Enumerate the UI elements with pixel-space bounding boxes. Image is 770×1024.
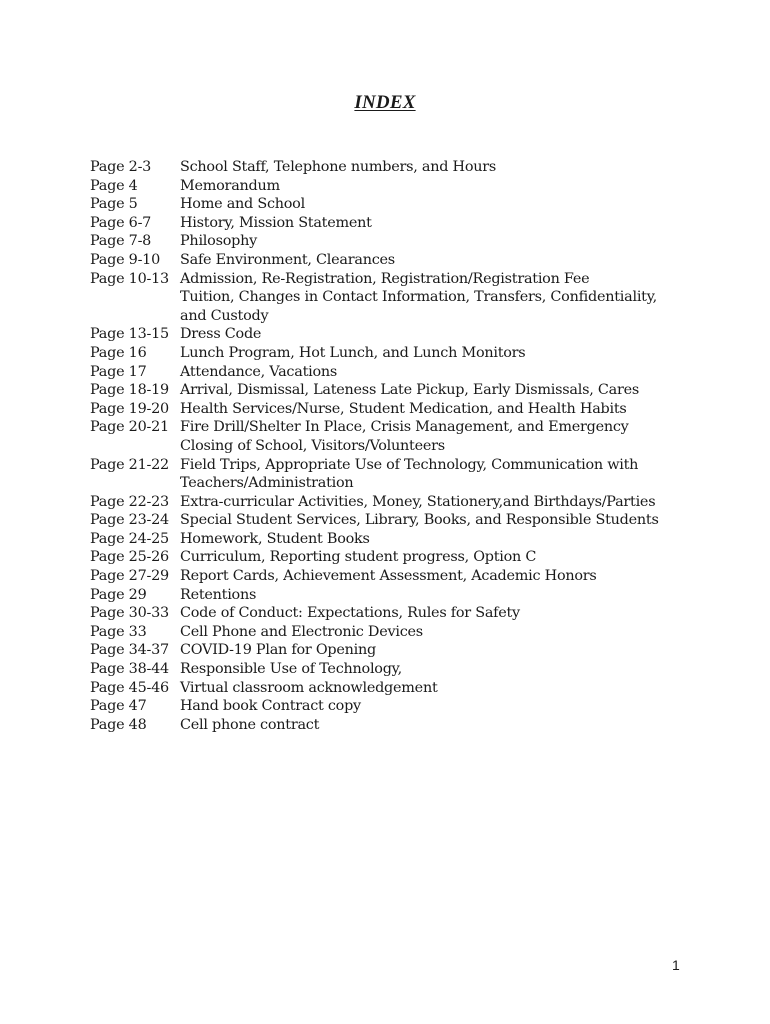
- page-title: INDEX: [354, 92, 416, 113]
- index-entry-topics: [180, 697, 730, 716]
- index-entry: [90, 418, 730, 455]
- index-entry-topics: [180, 679, 730, 698]
- index-entry-pages: Page 24-25: [90, 530, 169, 547]
- index-entry-topic-line: Special Student Services, Library, Books, and Responsible Students: [180, 512, 659, 529]
- index-entry-topics: [180, 511, 730, 530]
- index-entry-topic-line: Cell phone contract: [180, 716, 320, 733]
- index-entry-pages: Page 16: [90, 344, 147, 361]
- index-entry-topics: [180, 623, 730, 642]
- index-entry-pages: Page 29: [90, 586, 147, 603]
- index-entry-topic-line: Homework, Student Books: [180, 530, 370, 547]
- index-entry-topics: [180, 270, 730, 326]
- index-entry-topic-line: Admission, Re-Registration, Registration/Registration Fee: [180, 270, 590, 287]
- index-entry-pages: Page 48: [90, 716, 147, 733]
- index-entry-topics: [180, 214, 730, 233]
- index-entry-pages: Page 9-10: [90, 251, 160, 268]
- index-entry: [90, 623, 730, 642]
- index-entry-topics: [180, 251, 730, 270]
- index-entry-topics: [180, 381, 730, 400]
- index-entry-topic-line: Philosophy: [180, 233, 257, 250]
- index-entry-topics: [180, 232, 730, 251]
- index-entry-pages: Page 20-21: [90, 419, 169, 436]
- index-entry-topic-line: Code of Conduct: Expectations, Rules for Safety: [180, 605, 520, 622]
- index-entry: [90, 530, 730, 549]
- index-entry-topic-line: Closing of School, Visitors/Volunteers: [180, 437, 445, 454]
- index-entry: [90, 344, 730, 363]
- index-entry: [90, 456, 730, 493]
- index-entry-pages: Page 45-46: [90, 679, 169, 696]
- index-entry-topics: [180, 400, 730, 419]
- index-entry-pages: Page 13-15: [90, 326, 169, 343]
- index-entry-pages: Page 5: [90, 196, 138, 213]
- index-entry-pages: Page 23-24: [90, 512, 169, 529]
- index-entry-pages: Page 10-13: [90, 270, 169, 287]
- index-entry-pages: Page 4: [90, 177, 138, 194]
- index-entry-topics: [180, 456, 730, 493]
- index-entry-topic-line: Lunch Program, Hot Lunch, and Lunch Monitors: [180, 344, 526, 361]
- index-entry-pages: Page 19-20: [90, 400, 169, 417]
- index-entry: [90, 567, 730, 586]
- index-entry-topics: [180, 567, 730, 586]
- index-entry-topics: [180, 325, 730, 344]
- index-entry-pages: Page 27-29: [90, 568, 169, 585]
- index-entry-topic-line: Home and School: [180, 196, 305, 213]
- index-list: [90, 158, 730, 734]
- index-entry-topic-line: Arrival, Dismissal, Lateness Late Pickup, Early Dismissals, Cares: [180, 382, 640, 399]
- index-entry: [90, 697, 730, 716]
- index-entry-topic-line: Teachers/Administration: [180, 475, 354, 492]
- index-entry-topic-line: Field Trips, Appropriate Use of Technology, Communication with: [180, 456, 639, 473]
- index-entry-topic-line: Attendance, Vacations: [180, 363, 338, 380]
- index-entry-topic-line: Responsible Use of Technology,: [180, 661, 402, 678]
- index-entry: [90, 251, 730, 270]
- index-entry: [90, 270, 730, 326]
- index-entry-topics: [180, 548, 730, 567]
- index-entry-topic-line: Retentions: [180, 586, 257, 603]
- index-entry-topic-line: History, Mission Statement: [180, 214, 372, 231]
- index-entry: [90, 363, 730, 382]
- index-entry-pages: Page 22-23: [90, 493, 169, 510]
- index-entry-topic-line: Report Cards, Achievement Assessment, Academic Honors: [180, 568, 597, 585]
- index-entry: [90, 604, 730, 623]
- index-entry: [90, 679, 730, 698]
- index-entry-topic-line: COVID-19 Plan for Opening: [180, 642, 376, 659]
- index-entry-topics: [180, 363, 730, 382]
- index-entry-topic-line: Hand book Contract copy: [180, 698, 361, 715]
- index-entry-topic-line: Fire Drill/Shelter In Place, Crisis Management, and Emergency: [180, 419, 629, 436]
- index-entry-topic-line: Safe Environment, Clearances: [180, 251, 395, 268]
- index-entry-pages: Page 17: [90, 363, 147, 380]
- index-entry-topics: [180, 195, 730, 214]
- index-entry-topic-line: Curriculum, Reporting student progress, Option C: [180, 549, 537, 566]
- index-entry-pages: Page 25-26: [90, 549, 169, 566]
- index-entry-topic-line: Health Services/Nurse, Student Medication, and Health Habits: [180, 400, 627, 417]
- index-entry-pages: Page 38-44: [90, 661, 169, 678]
- index-entry: [90, 400, 730, 419]
- index-entry-topic-line: Tuition, Changes in Contact Information, Transfers, Confidentiality,: [180, 289, 658, 306]
- index-entry: [90, 660, 730, 679]
- index-entry-topics: [180, 177, 730, 196]
- index-entry-pages: Page 18-19: [90, 382, 169, 399]
- index-entry-topics: [180, 418, 730, 455]
- page-number: 1: [672, 957, 680, 973]
- index-entry: [90, 511, 730, 530]
- index-entry-topic-line: Memorandum: [180, 177, 280, 194]
- index-entry-topics: [180, 493, 730, 512]
- index-entry: [90, 641, 730, 660]
- index-entry: [90, 586, 730, 605]
- index-entry-pages: Page 34-37: [90, 642, 169, 659]
- index-entry-topic-line: Dress Code: [180, 326, 262, 343]
- index-entry-topics: [180, 530, 730, 549]
- index-entry-topics: [180, 604, 730, 623]
- index-entry-topic-line: and Custody: [180, 307, 269, 324]
- index-entry-topic-line: Cell Phone and Electronic Devices: [180, 623, 423, 640]
- index-entry-topics: [180, 158, 730, 177]
- index-entry: [90, 493, 730, 512]
- index-entry-pages: Page 6-7: [90, 214, 152, 231]
- index-entry-pages: Page 30-33: [90, 605, 169, 622]
- index-entry: [90, 232, 730, 251]
- index-entry-topics: [180, 660, 730, 679]
- index-entry: [90, 548, 730, 567]
- index-entry-topic-line: School Staff, Telephone numbers, and Hours: [180, 159, 497, 175]
- index-entry-topics: [180, 641, 730, 660]
- index-entry: [90, 195, 730, 214]
- index-entry: [90, 177, 730, 196]
- index-entry-pages: Page 33: [90, 623, 147, 640]
- index-entry-topics: [180, 716, 730, 735]
- index-entry-topic-line: Extra-curricular Activities, Money, Stationery,and Birthdays/Parties: [180, 493, 656, 510]
- index-entry-pages: Page 2-3: [90, 159, 152, 175]
- index-entry-topic-line: Virtual classroom acknowledgement: [180, 679, 438, 696]
- index-entry-pages: Page 7-8: [90, 233, 152, 250]
- index-entry: [90, 325, 730, 344]
- index-entry-pages: Page 21-22: [90, 456, 169, 473]
- index-entry: [90, 158, 730, 177]
- index-entry-topics: [180, 344, 730, 363]
- index-entry-pages: Page 47: [90, 698, 147, 715]
- index-entry: [90, 214, 730, 233]
- index-entry-topics: [180, 586, 730, 605]
- index-entry: [90, 716, 730, 735]
- index-entry: [90, 381, 730, 400]
